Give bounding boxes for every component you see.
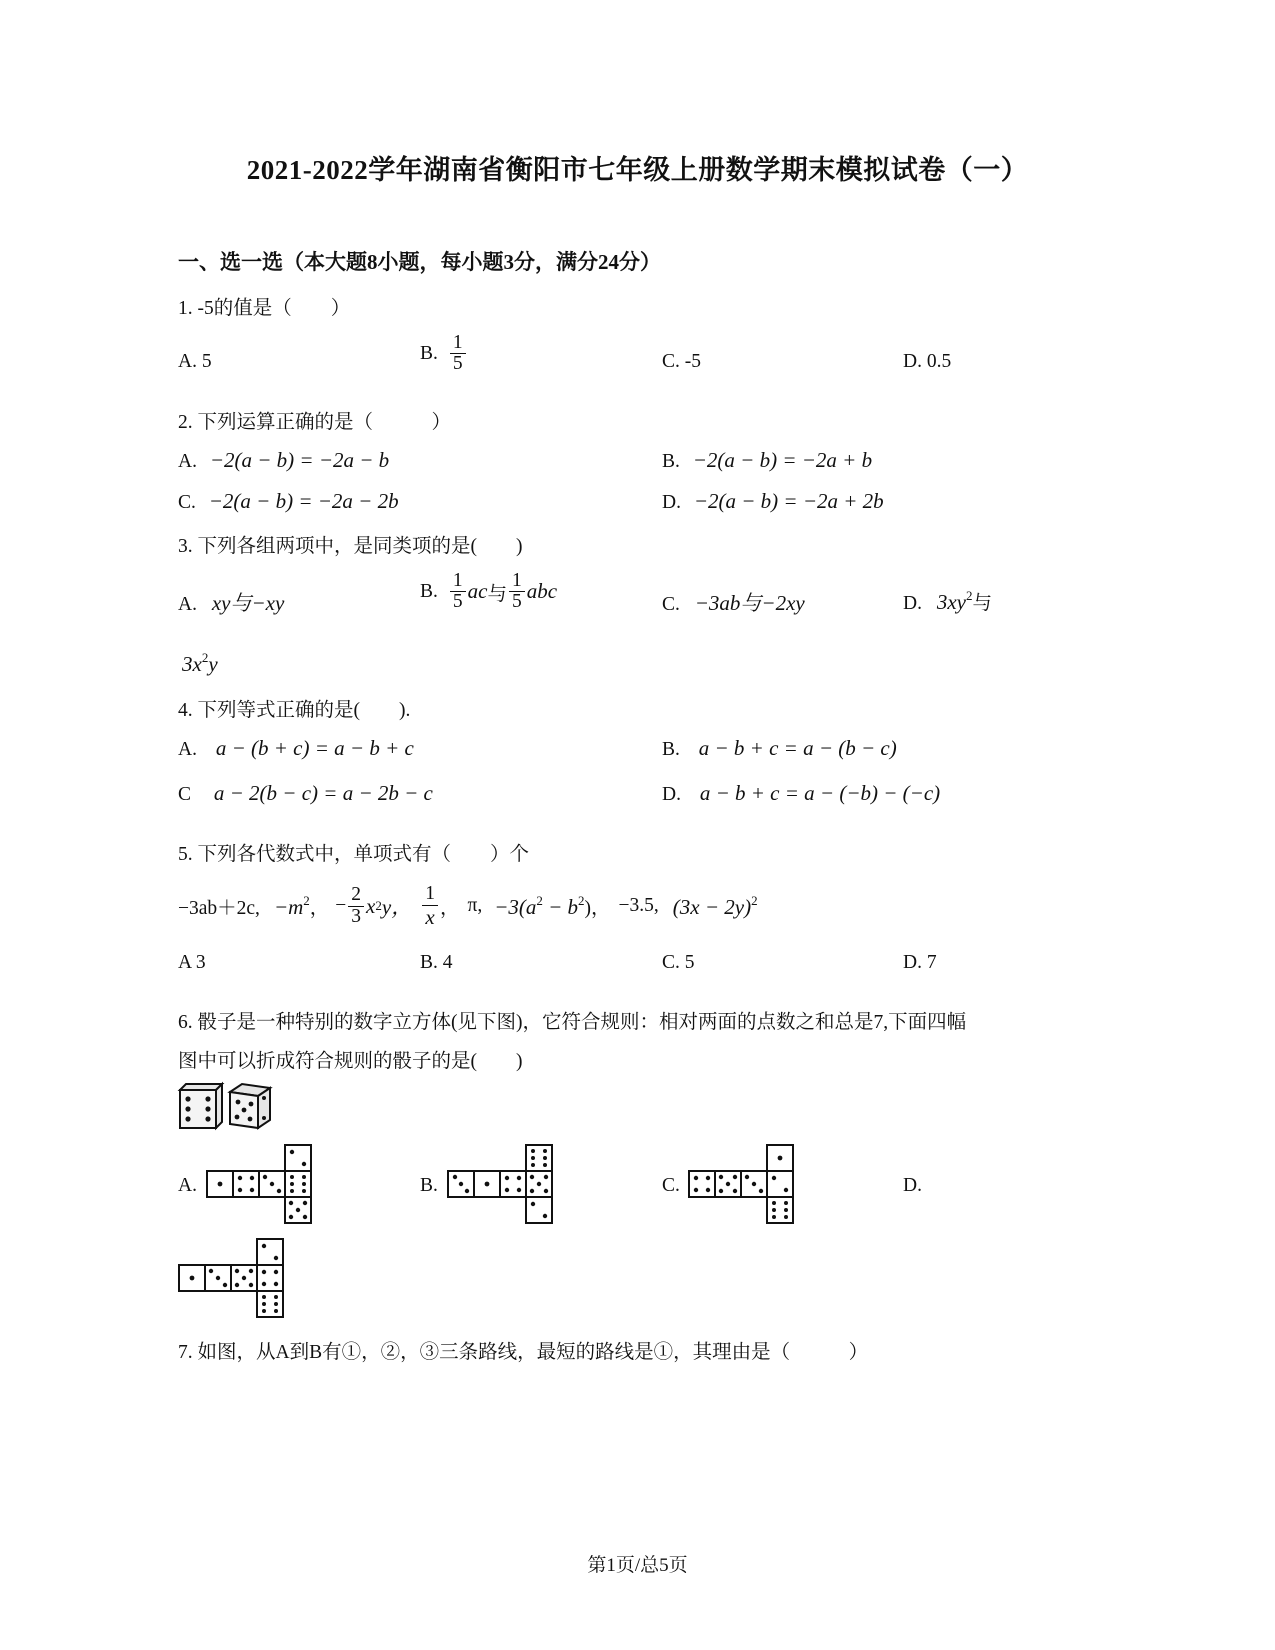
q3-option-d (903, 587, 992, 615)
q4-option-b (662, 736, 897, 761)
math-term: abc (526, 579, 558, 604)
q6-option-a-label: A. (178, 1175, 197, 1196)
option-label: B. (662, 739, 680, 760)
denominator: 5 (511, 591, 522, 613)
math-expression: a − b + c = a − (−b) − (−c) (699, 781, 941, 805)
exponent: 2 (536, 893, 543, 908)
exponent: 2 (966, 588, 973, 603)
option-label: A. (178, 739, 197, 760)
math-term: 3x (182, 652, 202, 676)
dice-illustration (176, 1082, 276, 1130)
math-expression: −2(a − b) = −2a + b (692, 448, 873, 472)
sign: − (335, 895, 347, 916)
connector-text: 与 (972, 593, 993, 614)
q1-option-a: A. 5 (178, 351, 212, 372)
exponent: 2 (303, 893, 310, 908)
q3-option-c (662, 587, 805, 617)
q1-option-b (420, 333, 468, 375)
q2-option-d (662, 489, 884, 514)
fraction (422, 884, 438, 928)
option-label: B. (420, 342, 438, 364)
exponent: 2 (201, 650, 209, 665)
math-term: (3x − 2y) (672, 894, 752, 919)
expression-6 (494, 892, 610, 920)
q1-option-d: D. 0.5 (903, 351, 952, 372)
q3-option-b (420, 571, 557, 613)
math-expression: −2(a − b) = −2a − 2b (208, 489, 399, 513)
exponent: 2 (751, 892, 758, 908)
question-3-stem: 3. 下列各组两项中，是同类项的是( ) (178, 536, 523, 557)
option-label: B. (420, 580, 438, 602)
expression-7: −3.5, (618, 895, 659, 916)
die-net-d (178, 1238, 284, 1320)
question-6-stem-line-1: 6. 骰子是一种特别的数字立方体(见下图)，它符合规则：相对两面的点数之和总是7,下面四幅 (178, 1012, 967, 1033)
option-label: D. (903, 593, 922, 614)
q5-option-d: D. 7 (903, 952, 937, 973)
question-2-stem: 2. 下列运算正确的是（ ） (178, 412, 452, 433)
q3-option-a (178, 587, 284, 617)
separator: )， (584, 898, 611, 919)
numerator: 1 (450, 571, 466, 592)
q2-option-c (178, 489, 399, 514)
question-6-stem-line-2: 图中可以折成符合规则的骰子的是( ) (178, 1051, 523, 1072)
page-footer: 第1页/总5页 (587, 1555, 688, 1576)
q5-option-a: A 3 (178, 952, 206, 973)
math-term: ac (467, 579, 488, 604)
die-net-c (688, 1144, 794, 1226)
option-label: A. (178, 594, 197, 615)
math-expression: −2(a − b) = −2a + 2b (693, 489, 884, 513)
q5-option-b: B. 4 (420, 952, 453, 973)
fraction (450, 333, 466, 375)
question-4-stem: 4. 下列等式正确的是( ). (178, 700, 411, 721)
expression-8 (673, 893, 758, 920)
q4-option-c (178, 781, 433, 806)
math-expression: xy与−xy (211, 591, 285, 615)
page-title: 2021-2022学年湖南省衡阳市七年级上册数学期末模拟试卷（一） (246, 155, 1029, 185)
option-label: C (178, 784, 192, 805)
die-net-b (447, 1144, 553, 1226)
math-term: − b (542, 895, 579, 919)
math-expression: −2(a − b) = −2a − b (209, 448, 390, 472)
q6-option-d-label: D. (903, 1175, 922, 1196)
q5-option-c: C. 5 (662, 952, 695, 973)
q6-option-c-label: C. (662, 1175, 680, 1196)
expression-1: −3ab＋2c, (178, 898, 260, 919)
option-label: D. (662, 492, 681, 513)
q2-option-b (662, 448, 872, 473)
denominator: 5 (452, 591, 463, 613)
expression-2 (274, 892, 329, 920)
separator: ， (439, 897, 460, 919)
numerator: 1 (450, 333, 466, 354)
numerator: 1 (509, 571, 525, 592)
q6-option-b-label: B. (420, 1175, 438, 1196)
math-expression: a − (b + c) = a − b + c (215, 736, 414, 760)
fraction (509, 571, 525, 613)
math-expression: −3ab与−2xy (694, 591, 805, 615)
section-heading: 一、选一选（本大题8小题，每小题3分，满分24分） (178, 250, 661, 274)
q2-option-a (178, 448, 389, 473)
math-term: −m (273, 895, 304, 919)
connector-text: 与 (487, 583, 507, 605)
q1-option-c: C. -5 (662, 351, 701, 372)
expression-4 (420, 884, 459, 928)
denominator: 5 (452, 353, 463, 375)
question-1-stem: 1. -5的值是（ ） (178, 298, 351, 319)
exponent: 2 (578, 893, 585, 908)
option-label: B. (662, 451, 680, 472)
q3-option-d-continuation (182, 650, 218, 677)
math-expression: a − b + c = a − (b − c) (698, 736, 897, 760)
fraction (348, 885, 364, 927)
numerator: 1 (422, 884, 438, 905)
separator: ， (309, 898, 330, 919)
math-expression: a − 2(b − c) = a − 2b − c (213, 781, 433, 805)
question-5-stem: 5. 下列各代数式中，单项式有（ ）个 (178, 844, 530, 865)
denominator: x (425, 904, 435, 929)
die-net-a (206, 1144, 312, 1226)
math-term: 3xy (936, 590, 966, 614)
denominator: 3 (351, 905, 362, 927)
math-term: x (366, 893, 376, 918)
q5-expression-list (178, 880, 758, 932)
option-label: C. (662, 594, 680, 615)
q4-option-a (178, 736, 414, 761)
math-term: −3(a (494, 895, 537, 919)
math-term: y (208, 652, 218, 676)
math-term: y， (381, 895, 413, 919)
q4-option-d (662, 781, 940, 806)
question-7-stem: 7. 如图，从A到B有①，②，③三条路线，最短的路线是①，其理由是（ ） (178, 1342, 869, 1363)
expression-3 (335, 885, 412, 927)
numerator: 2 (348, 885, 364, 906)
option-label: C. (178, 492, 196, 513)
exponent: 2 (375, 898, 382, 913)
fraction (450, 571, 466, 613)
option-label: A. (178, 451, 197, 472)
expression-5: π, (467, 895, 483, 916)
option-label: D. (662, 784, 681, 805)
